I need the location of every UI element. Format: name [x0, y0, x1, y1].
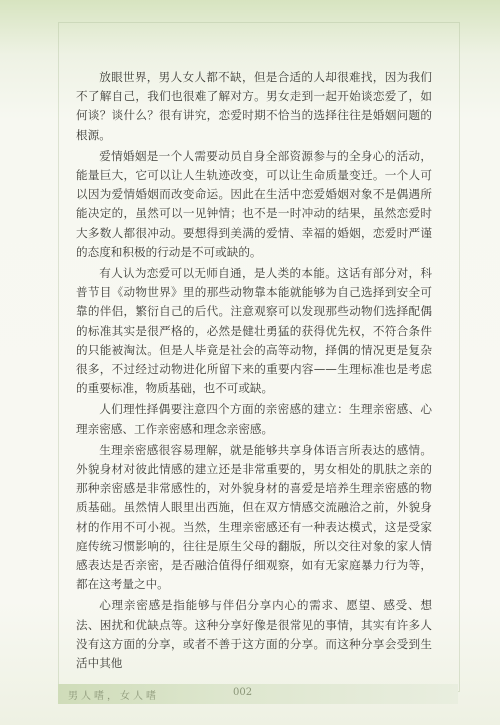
- paragraph-3: 有人认为恋爱可以无师自通，是人类的本能。这话有部分对，科普节目《动物世界》里的那些动物靠本能就能够为自己选择到安全可靠的伴侣，繁衍自己的后代。注意观察可以发现那些动物们选择配偶的标准其实是很严格的，必然是健壮勇猛的获得优先权，不符合条件的只能被淘汰。但是人毕竟是社会的高等动物，择偶的情况更是复杂很多，不过经过动物进化所留下来的重要内容——生理标准也是考虑的重要标准，物质基础，也不可或缺。: [76, 266, 432, 396]
- running-title: 男人嗜，女人嗜: [68, 691, 159, 702]
- paragraph-1: 放眼世界，男人女人都不缺，但是合适的人却很难找，因为我们不了解自己，我们也很难了解对方。男女走到一起开始谈恋爱了，如何谈？谈什么？很有讲究，恋爱时期不恰当的选择往往是婚姻问题的根源。: [76, 70, 432, 142]
- paragraph-4: 人们理性择偶要注意四个方面的亲密感的建立：生理亲密感、心理亲密感、工作亲密感和理念亲密感。: [76, 402, 432, 436]
- paragraph-5: 生理亲密感很容易理解，就是能够共享身体语言所表达的感情。外貌身材对彼此情感的建立还是非常重要的，男女相处的肌肤之亲的那种亲密感是非常感性的，对外貌身材的喜爱是培养生理亲密感的物质基础。虽然情人眼里出西施，但在双方情感交流融洽之前，外貌身材的作用不可小视。当然，生理亲密感还有一种表达模式，这是受家庭传统习惯影响的，往往是原生父母的翻版，所以交往对象的家人情感表达是否亲密，是否融洽值得仔细观察，如有无家庭暴力行为等，都在这考量之中。: [76, 442, 432, 592]
- page-number: 002: [233, 687, 253, 698]
- page-footer: [58, 684, 458, 704]
- paragraph-6: 心理亲密感是指能够与伴侣分享内心的需求、愿望、感受、想法、困扰和优缺点等。这种分享好像是很常见的事情，其实有许多人没有这方面的分享，或者不善于这方面的分享。而这种分享会受到生活中其他: [76, 598, 432, 671]
- paragraph-2: 爱情婚姻是一个人需要动员自身全部资源参与的全身心的活动，能量巨大，它可以让人生轨迹改变，可以让生命质量变迁。一个人可以因为爱情婚姻而改变命运。因此在生活中恋爱婚姻对象不是偶遇所能决定的，虽然可以一见钟情；也不是一时冲动的结果，虽然恋爱时大多数人都很冲动。要想得到美满的爱情、幸福的婚姻，恋爱时严谨的态度和积极的行动是不可或缺的。: [76, 148, 432, 259]
- body-text: [76, 68, 432, 675]
